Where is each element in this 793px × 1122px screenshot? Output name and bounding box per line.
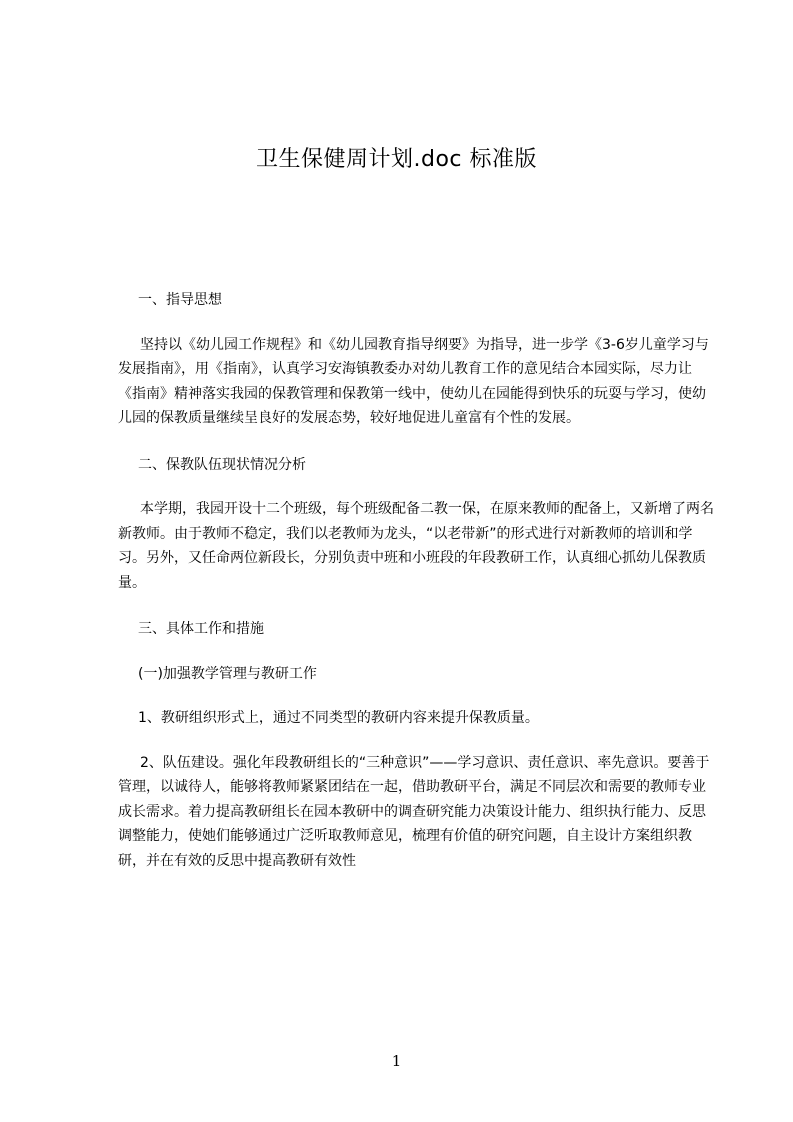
section-heading-measures: 三、具体工作和措施 bbox=[138, 621, 264, 637]
document-title: 卫生保健周计划.doc 标准版 bbox=[255, 147, 537, 172]
paragraph-staff-analysis: 本学期，我园开设十二个班级，每个班级配备二教一保，在原来教师的配备上，又新增了两名新教师。由于教师不稳定，我们以老教师为龙头，“以老带新”的形式进行对新教师的培训和学习。另外，又任命两位新段长，分别负责中班和小班段的年段教研工作，认真细心抓幼儿保教质量。 bbox=[118, 501, 714, 591]
paragraph-guiding-ideology: 坚持以《幼儿园工作规程》和《幼儿园教育指导纲要》为指导，进一步学《3-6岁儿童学习与发展指南》，用《指南》，认真学习安海镇教委办对幼儿教育工作的意见结合本园实际，尽力让《指南》精神落实我园的保教管理和保教第一线中，使幼儿在园能得到快乐的玩耍与学习，使幼儿园的保教质量继续呈良好的发展态势，较好地促进儿童富有个性的发展。 bbox=[118, 336, 709, 426]
page-number: 1 bbox=[391, 1052, 402, 1070]
section-heading-guiding-ideology: 一、指导思想 bbox=[138, 292, 222, 308]
list-item-research-format: 1、教研组织形式上，通过不同类型的教研内容来提升保教质量。 bbox=[138, 710, 539, 726]
list-item-team-building: 2、队伍建设。强化年段教研组长的“三种意识”——学习意识、责任意识、率先意识。要善于管理，以诚待人，能够将教师紧紧团结在一起，借助教研平台，满足不同层次和需要的教师专业成长需求。着力提高教研组长在园本教研中的调查研究能力决策设计能力、组织执行能力、反思调整能力，使她们能够通过广泛听取教师意见，梳理有价值的研究问题，自主设计方案组织教研，并在有效的反思中提高教研有效性 bbox=[118, 754, 710, 869]
document-body bbox=[118, 288, 718, 873]
subsection-heading-teaching-management: (一)加强教学管理与教研工作 bbox=[138, 665, 317, 682]
section-heading-staff-analysis: 二、保教队伍现状情况分析 bbox=[138, 456, 306, 473]
